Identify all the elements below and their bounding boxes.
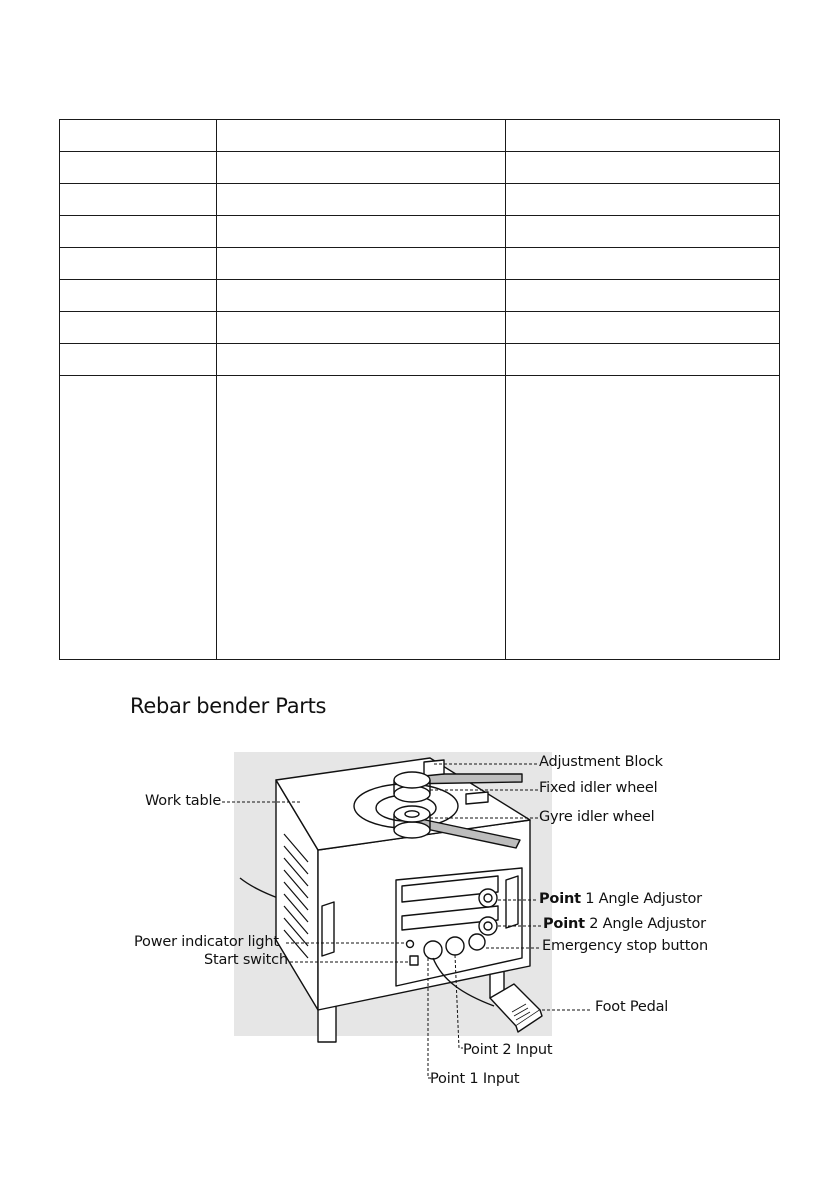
label-point1-angle-adjustor [539,891,702,907]
table-cell [505,216,779,248]
start-switch [410,956,418,965]
point1-angle-knob-center [484,894,492,902]
table-cell [505,152,779,184]
label-work-table: Work table [145,793,222,809]
label-point1-input: Point 1 Input [430,1071,520,1087]
table-cell [505,280,779,312]
label-point2-input: Point 2 Input [463,1042,553,1058]
table-cell [60,152,217,184]
table-cell [217,376,505,660]
table-row [60,216,780,248]
table-cell [60,120,217,152]
table-cell [217,120,505,152]
label-point2-prefix: Point [543,916,585,932]
specification-table [59,119,780,660]
label-point2-rest: 2 Angle Adjustor [584,916,706,932]
table-row [60,152,780,184]
right-handle [506,876,518,928]
table-row [60,376,780,660]
table-cell [217,280,505,312]
point2-input-socket [446,937,464,955]
label-start-switch: Start switch [204,952,288,968]
table-row [60,280,780,312]
gyre-idler-wheel-hub [405,811,419,817]
point2-angle-knob-center [484,922,492,930]
table-cell [505,184,779,216]
table-row [60,184,780,216]
table-cell [60,376,217,660]
label-gyre-idler-wheel: Gyre idler wheel [539,809,655,825]
table-cell [60,248,217,280]
emergency-stop-button [469,934,485,950]
table-row [60,120,780,152]
table-cell [217,152,505,184]
table-cell [505,376,779,660]
table-cell [505,312,779,344]
power-indicator-light [407,941,414,948]
label-point2-angle-adjustor [543,916,706,932]
table-cell [217,312,505,344]
table-row [60,344,780,376]
table-cell [60,184,217,216]
left-handle [322,902,334,956]
label-foot-pedal: Foot Pedal [595,999,669,1015]
table-cell [60,216,217,248]
label-power-indicator-light: Power indicator light [134,934,279,950]
section-title: Rebar bender Parts [130,694,327,718]
table-cell [60,312,217,344]
label-point1-prefix: Point [539,891,581,907]
label-fixed-idler-wheel: Fixed idler wheel [539,780,658,796]
table-cell [217,184,505,216]
point1-input-socket [424,941,442,959]
table-cell [217,248,505,280]
fixed-idler-wheel-top [394,772,430,788]
table-cell [505,344,779,376]
label-adjustment-block: Adjustment Block [539,754,663,770]
table-cell [60,280,217,312]
table-row [60,248,780,280]
table-cell [505,248,779,280]
table-cell [217,216,505,248]
table-cell [217,344,505,376]
adjustment-block [424,760,444,776]
label-emergency-stop-button: Emergency stop button [542,938,708,954]
label-point1-rest: 1 Angle Adjustor [580,891,702,907]
stop-block [466,792,488,804]
gyre-idler-wheel-base [394,822,430,838]
rebar-bender-diagram [0,730,838,1110]
table-cell [60,344,217,376]
table-cell [505,120,779,152]
rebar-bender-illustration [0,730,838,1110]
table-row [60,312,780,344]
